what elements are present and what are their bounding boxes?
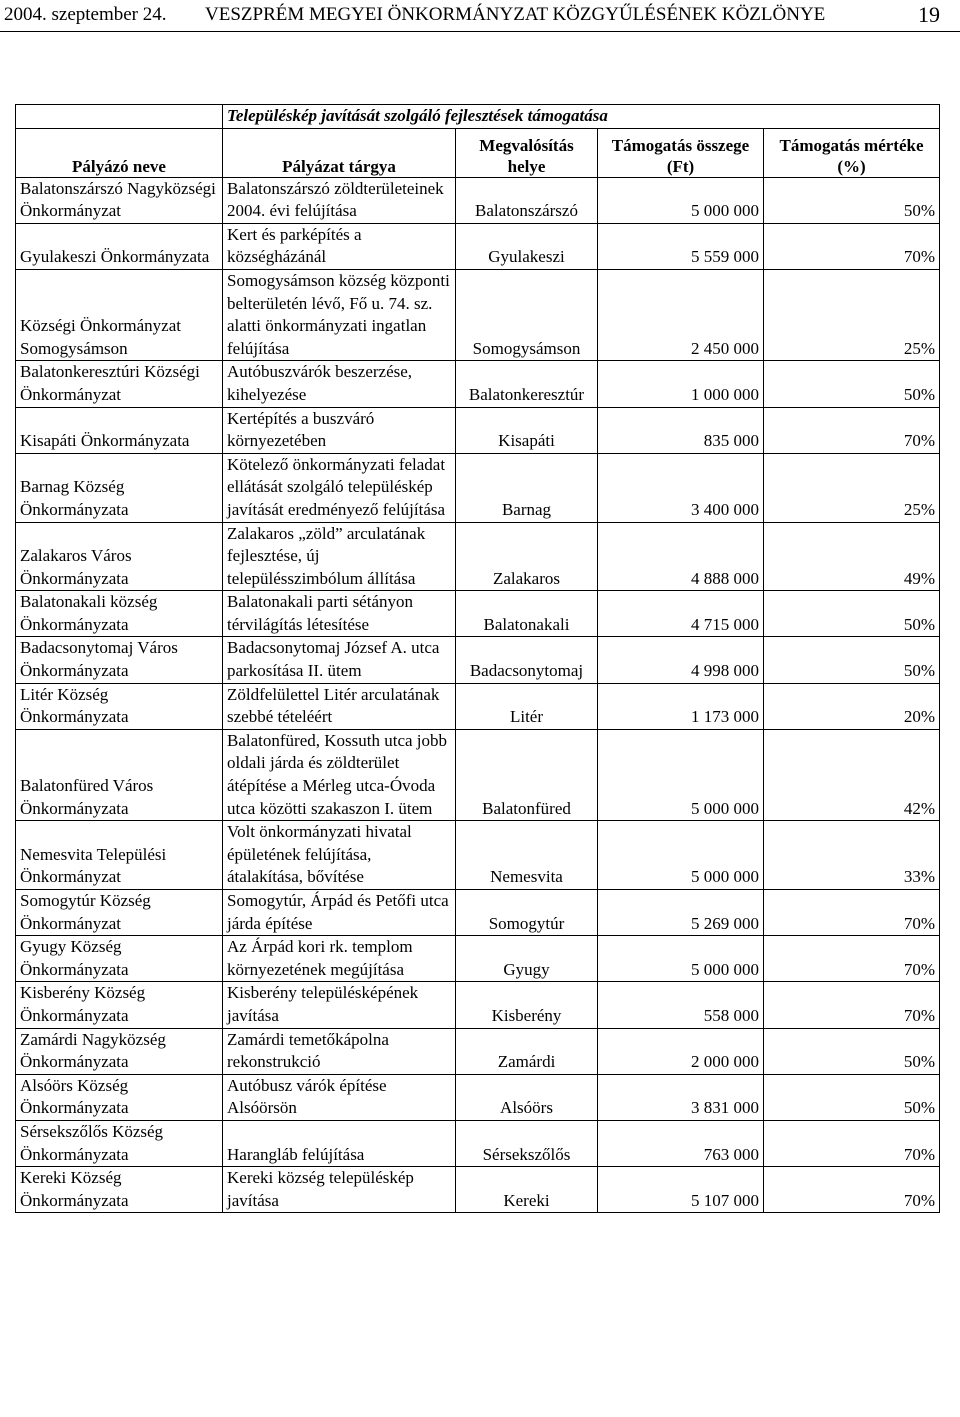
table-row	[16, 269, 940, 360]
place-cell: Somogytúr	[456, 890, 598, 936]
subject-cell: Harangláb felújítása	[223, 1120, 456, 1166]
percent-cell: 70%	[764, 936, 940, 982]
subject-cell: Kereki község településkép javítása	[223, 1167, 456, 1213]
table-row	[16, 361, 940, 407]
column-header-applicant: Pályázó neve	[16, 128, 223, 177]
applicant-cell: Kisapáti Önkormányzata	[16, 407, 223, 453]
column-header-amount: Támogatás összege (Ft)	[598, 128, 764, 177]
applicant-cell: Balatonakali község Önkormányzata	[16, 591, 223, 637]
subject-cell: Volt önkormányzati hivatal épületének felújítása, átalakítása, bővítése	[223, 821, 456, 890]
percent-cell: 20%	[764, 683, 940, 729]
applicant-cell: Kisberény Község Önkormányzata	[16, 982, 223, 1028]
place-cell: Somogysámson	[456, 269, 598, 360]
table-caption-row	[16, 105, 940, 129]
percent-cell: 50%	[764, 591, 940, 637]
amount-cell: 4 998 000	[598, 637, 764, 683]
percent-cell: 25%	[764, 269, 940, 360]
percent-cell: 50%	[764, 1028, 940, 1074]
percent-cell: 49%	[764, 522, 940, 591]
table-header-row	[16, 128, 940, 177]
subject-cell: Kisberény településképének javítása	[223, 982, 456, 1028]
place-cell: Gyugy	[456, 936, 598, 982]
percent-cell: 33%	[764, 821, 940, 890]
place-cell: Nemesvita	[456, 821, 598, 890]
table-row	[16, 890, 940, 936]
amount-cell: 5 000 000	[598, 936, 764, 982]
table-row	[16, 1074, 940, 1120]
amount-cell: 2 450 000	[598, 269, 764, 360]
table-row	[16, 936, 940, 982]
amount-cell: 4 888 000	[598, 522, 764, 591]
table-row	[16, 223, 940, 269]
issue-date: 2004. szeptember 24.	[4, 4, 167, 25]
amount-cell: 1 000 000	[598, 361, 764, 407]
amount-cell: 835 000	[598, 407, 764, 453]
table-row	[16, 729, 940, 820]
subject-cell: Somogytúr, Árpád és Petőfi utca járda építése	[223, 890, 456, 936]
subject-cell: Balatonszárszó zöldterületeinek 2004. évi felújítása	[223, 177, 456, 223]
place-cell: Zalakaros	[456, 522, 598, 591]
grants-table	[15, 104, 940, 1213]
page-header	[0, 0, 960, 34]
subject-cell: Kert és parképítés a községházánál	[223, 223, 456, 269]
applicant-cell: Barnag Község Önkormányzata	[16, 453, 223, 522]
applicant-cell: Somogytúr Község Önkormányzat	[16, 890, 223, 936]
amount-cell: 763 000	[598, 1120, 764, 1166]
place-cell: Gyulakeszi	[456, 223, 598, 269]
place-cell: Kisberény	[456, 982, 598, 1028]
subject-cell: Balatonfüred, Kossuth utca jobb oldali járda és zöldterület átépítése a Mérleg utca-Óvoda utca közötti szakaszon I. ütem	[223, 729, 456, 820]
percent-cell: 70%	[764, 1167, 940, 1213]
applicant-cell: Községi Önkormányzat Somogysámson	[16, 269, 223, 360]
table-row	[16, 1028, 940, 1074]
subject-cell: Zöldfelülettel Litér arculatának szebbé tételéért	[223, 683, 456, 729]
column-header-percent: Támogatás mértéke (%)	[764, 128, 940, 177]
subject-cell: Somogysámson község központi belterületén lévő, Fő u. 74. sz. alatti önkormányzati ingatlan felújítása	[223, 269, 456, 360]
subject-cell: Autóbusz várók építése Alsóörsön	[223, 1074, 456, 1120]
amount-cell: 5 000 000	[598, 729, 764, 820]
subject-cell: Autóbuszvárók beszerzése, kihelyezése	[223, 361, 456, 407]
place-cell: Balatonakali	[456, 591, 598, 637]
subject-cell: Kertépítés a buszváró környezetében	[223, 407, 456, 453]
percent-cell: 70%	[764, 982, 940, 1028]
table-row	[16, 453, 940, 522]
place-cell: Balatonkeresztúr	[456, 361, 598, 407]
place-cell: Litér	[456, 683, 598, 729]
applicant-cell: Balatonszárszó Nagyközségi Önkormányzat	[16, 177, 223, 223]
place-cell: Balatonfüred	[456, 729, 598, 820]
table-row	[16, 591, 940, 637]
amount-cell: 5 000 000	[598, 177, 764, 223]
applicant-cell: Balatonkeresztúri Községi Önkormányzat	[16, 361, 223, 407]
page-number: 19	[918, 2, 940, 27]
percent-cell: 70%	[764, 890, 940, 936]
place-cell: Sérsekszőlős	[456, 1120, 598, 1166]
amount-cell: 5 559 000	[598, 223, 764, 269]
percent-cell: 50%	[764, 361, 940, 407]
applicant-cell: Alsóörs Község Önkormányzata	[16, 1074, 223, 1120]
subject-cell: Zamárdi temetőkápolna rekonstrukció	[223, 1028, 456, 1074]
applicant-cell: Balatonfüred Város Önkormányzata	[16, 729, 223, 820]
gazette-title: VESZPRÉM MEGYEI ÖNKORMÁNYZAT KÖZGYŰLÉSÉNEK KÖZLÖNYE	[205, 4, 826, 25]
subject-cell: Az Árpád kori rk. templom környezetének megújítása	[223, 936, 456, 982]
place-cell: Alsóörs	[456, 1074, 598, 1120]
table-row	[16, 1120, 940, 1166]
applicant-cell: Nemesvita Települési Önkormányzat	[16, 821, 223, 890]
table-row	[16, 522, 940, 591]
place-cell: Kereki	[456, 1167, 598, 1213]
place-cell: Badacsonytomaj	[456, 637, 598, 683]
amount-cell: 3 400 000	[598, 453, 764, 522]
place-cell: Balatonszárszó	[456, 177, 598, 223]
amount-cell: 5 000 000	[598, 821, 764, 890]
table-row	[16, 821, 940, 890]
table-row	[16, 637, 940, 683]
amount-cell: 3 831 000	[598, 1074, 764, 1120]
applicant-cell: Zamárdi Nagyközség Önkormányzata	[16, 1028, 223, 1074]
applicant-cell: Gyugy Község Önkormányzata	[16, 936, 223, 982]
amount-cell: 5 269 000	[598, 890, 764, 936]
subject-cell: Zalakaros „zöld” arculatának fejlesztése, új településszimbólum állítása	[223, 522, 456, 591]
applicant-cell: Litér Község Önkormányzata	[16, 683, 223, 729]
subject-cell: Kötelező önkormányzati feladat ellátását szolgáló településkép javítását eredményező felújítása	[223, 453, 456, 522]
percent-cell: 25%	[764, 453, 940, 522]
table-row	[16, 177, 940, 223]
percent-cell: 70%	[764, 407, 940, 453]
table-row	[16, 982, 940, 1028]
amount-cell: 558 000	[598, 982, 764, 1028]
subject-cell: Balatonakali parti sétányon térvilágítás létesítése	[223, 591, 456, 637]
applicant-cell: Gyulakeszi Önkormányzata	[16, 223, 223, 269]
applicant-cell: Sérsekszőlős Község Önkormányzata	[16, 1120, 223, 1166]
amount-cell: 4 715 000	[598, 591, 764, 637]
table-row	[16, 683, 940, 729]
applicant-cell: Zalakaros Város Önkormányzata	[16, 522, 223, 591]
column-header-place: Megvalósítás helye	[456, 128, 598, 177]
amount-cell: 2 000 000	[598, 1028, 764, 1074]
percent-cell: 42%	[764, 729, 940, 820]
header-rule	[0, 31, 960, 32]
applicant-cell: Kereki Község Önkormányzata	[16, 1167, 223, 1213]
percent-cell: 50%	[764, 637, 940, 683]
subject-cell: Badacsonytomaj József A. utca parkosítása II. ütem	[223, 637, 456, 683]
percent-cell: 70%	[764, 1120, 940, 1166]
applicant-cell: Badacsonytomaj Város Önkormányzata	[16, 637, 223, 683]
percent-cell: 50%	[764, 1074, 940, 1120]
caption-spacer	[16, 105, 223, 129]
table-row	[16, 1167, 940, 1213]
percent-cell: 70%	[764, 223, 940, 269]
place-cell: Kisapáti	[456, 407, 598, 453]
place-cell: Barnag	[456, 453, 598, 522]
table-caption: Településkép javítását szolgáló fejlesztések támogatása	[223, 105, 940, 129]
table-row	[16, 407, 940, 453]
place-cell: Zamárdi	[456, 1028, 598, 1074]
percent-cell: 50%	[764, 177, 940, 223]
column-header-subject: Pályázat tárgya	[223, 128, 456, 177]
amount-cell: 5 107 000	[598, 1167, 764, 1213]
amount-cell: 1 173 000	[598, 683, 764, 729]
